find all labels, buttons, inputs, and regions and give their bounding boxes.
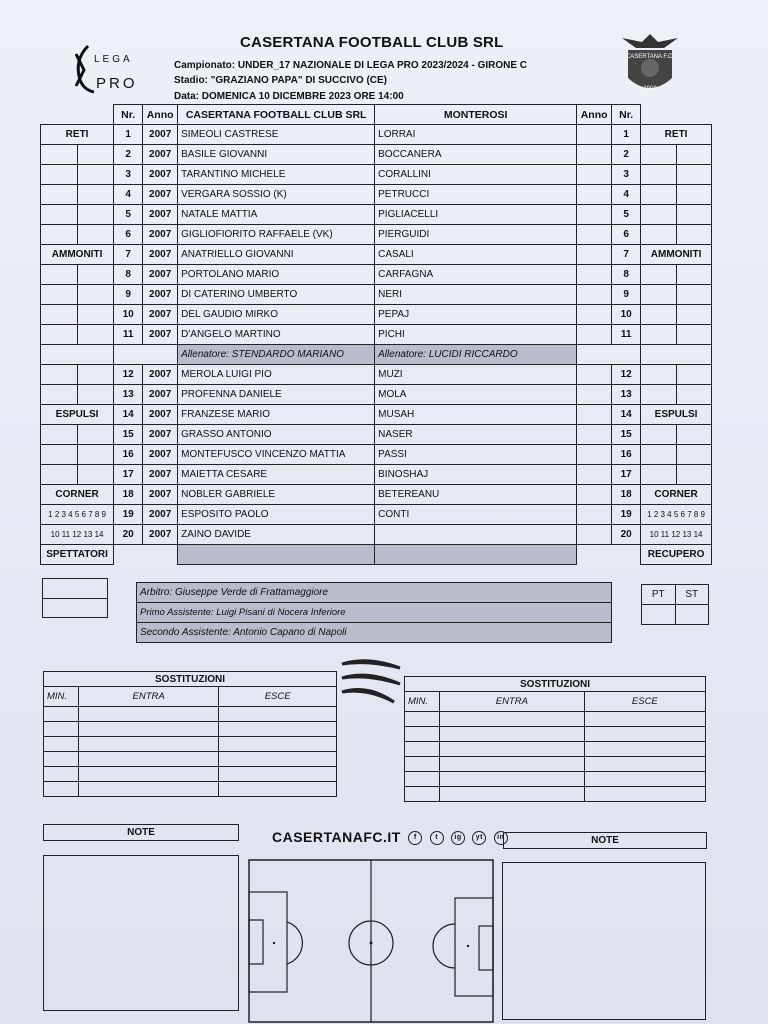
away-player-year	[577, 325, 612, 345]
col-anno-away: Anno	[577, 105, 612, 125]
away-player-number: 17	[612, 465, 641, 485]
away-player-number: 5	[612, 205, 641, 225]
reti-label-home: RETI	[41, 125, 114, 145]
table-row	[41, 505, 712, 525]
away-player: MUZI	[375, 365, 577, 385]
min-label-home: MIN.	[44, 687, 79, 707]
player-year: 2007	[143, 125, 178, 145]
player-number: 6	[114, 225, 143, 245]
st-label: ST	[675, 585, 709, 605]
stadio-line: Stadio: "GRAZIANO PAPA" DI SUCCIVO (CE)	[174, 75, 388, 86]
away-player-number: 6	[612, 225, 641, 245]
away-player: PASSI	[375, 445, 577, 465]
table-row	[41, 205, 712, 225]
away-player-year	[577, 225, 612, 245]
away-player-year	[577, 525, 612, 545]
player-number: 13	[114, 385, 143, 405]
instagram-icon: ig	[451, 831, 465, 845]
home-player: GRASSO ANTONIO	[178, 425, 375, 445]
coach-home: Allenatore: STENDARDO MARIANO	[178, 345, 375, 365]
player-number: 1	[114, 125, 143, 145]
lineup-table	[40, 104, 712, 565]
table-row	[41, 185, 712, 205]
home-player: D'ANGELO MARTINO	[178, 325, 375, 345]
table-row	[41, 305, 712, 325]
away-player-year	[577, 265, 612, 285]
player-number: 16	[114, 445, 143, 465]
away-player: BETEREANU	[375, 485, 577, 505]
home-player: ZAINO DAVIDE	[178, 525, 375, 545]
player-year: 2007	[143, 465, 178, 485]
corner-label-home: CORNER	[41, 485, 114, 505]
sostituzione-row	[405, 742, 706, 757]
player-year: 2007	[143, 225, 178, 245]
player-year: 2007	[143, 445, 178, 465]
table-row	[41, 145, 712, 165]
away-player-number: 3	[612, 165, 641, 185]
sostituzione-row	[405, 727, 706, 742]
home-player: PORTOLANO MARIO	[178, 265, 375, 285]
sostituzione-row	[44, 782, 337, 797]
away-player: PIERGUIDI	[375, 225, 577, 245]
sostituzione-row	[44, 707, 337, 722]
officials-table	[136, 582, 612, 643]
page-title: CASERTANA FOOTBALL CLUB SRL	[240, 34, 504, 51]
home-player: ANATRIELLO GIOVANNI	[178, 245, 375, 265]
away-player-year	[577, 125, 612, 145]
away-player: BOCCANERA	[375, 145, 577, 165]
claw-marks-icon	[338, 648, 404, 710]
away-player: CASALI	[375, 245, 577, 265]
esce-label-away: ESCE	[584, 692, 705, 712]
player-year: 2007	[143, 205, 178, 225]
away-player: CORALLINI	[375, 165, 577, 185]
away-player-year	[577, 165, 612, 185]
player-number: 8	[114, 265, 143, 285]
away-player-year	[577, 485, 612, 505]
esce-label-home: ESCE	[219, 687, 337, 707]
player-year: 2007	[143, 485, 178, 505]
col-nr: Nr.	[114, 105, 143, 125]
table-header-row	[41, 105, 712, 125]
table-row	[41, 425, 712, 445]
sostituzione-row	[405, 757, 706, 772]
ammoniti-label-home: AMMONITI	[41, 245, 114, 265]
min-label-away: MIN.	[405, 692, 440, 712]
away-player-year	[577, 385, 612, 405]
away-player: PETRUCCI	[375, 185, 577, 205]
player-year: 2007	[143, 385, 178, 405]
home-player: GIGLIOFIORITO RAFFAELE (VK)	[178, 225, 375, 245]
player-year: 2007	[143, 365, 178, 385]
away-player: NERI	[375, 285, 577, 305]
player-year: 2007	[143, 245, 178, 265]
player-number: 20	[114, 525, 143, 545]
campionato-line: Campionato: UNDER_17 NAZIONALE DI LEGA PRO 2023/2024 - GIRONE C	[174, 60, 528, 71]
player-year: 2007	[143, 265, 178, 285]
sostituzioni-title-home: SOSTITUZIONI	[44, 672, 337, 687]
away-player-number: 13	[612, 385, 641, 405]
away-player: PIGLIACELLI	[375, 205, 577, 225]
away-player-number: 10	[612, 305, 641, 325]
coach-row	[41, 345, 712, 365]
corner-counter-home-2: 10 11 12 13 14	[41, 525, 114, 545]
home-player: PROFENNA DANIELE	[178, 385, 375, 405]
player-number: 12	[114, 365, 143, 385]
away-player-year	[577, 465, 612, 485]
arbitro: Arbitro: Giuseppe Verde di Frattamaggiore	[137, 583, 612, 603]
linkedin-icon: in	[494, 831, 508, 845]
twitter-icon: t	[430, 831, 444, 845]
away-player-number: 19	[612, 505, 641, 525]
note-label-left: NOTE	[43, 824, 239, 841]
away-player-number: 11	[612, 325, 641, 345]
home-player: ESPOSITO PAOLO	[178, 505, 375, 525]
sostituzioni-away	[404, 676, 706, 802]
away-team-header: MONTEROSI	[375, 105, 577, 125]
away-player	[375, 525, 577, 545]
player-number: 18	[114, 485, 143, 505]
player-year: 2007	[143, 405, 178, 425]
away-player-year	[577, 285, 612, 305]
player-year: 2007	[143, 325, 178, 345]
player-number: 7	[114, 245, 143, 265]
entra-label-home: ENTRA	[79, 687, 219, 707]
player-year: 2007	[143, 425, 178, 445]
home-player: DEL GAUDIO MIRKO	[178, 305, 375, 325]
player-number: 11	[114, 325, 143, 345]
table-row	[41, 445, 712, 465]
corner-counter-away-2: 10 11 12 13 14	[641, 525, 712, 545]
away-player-number: 2	[612, 145, 641, 165]
ammoniti-label-away: AMMONITI	[641, 245, 712, 265]
table-row	[41, 225, 712, 245]
crest-text: CASERTANA F.C.	[625, 54, 675, 60]
away-player-number: 4	[612, 185, 641, 205]
away-player-number: 1	[612, 125, 641, 145]
sostituzione-row	[44, 737, 337, 752]
website-url: CASERTANAFC.IT	[272, 829, 401, 845]
player-year: 2007	[143, 145, 178, 165]
home-player: MEROLA LUIGI PIO	[178, 365, 375, 385]
table-row	[41, 385, 712, 405]
away-player-number: 18	[612, 485, 641, 505]
coach-away: Allenatore: LUCIDI RICCARDO	[375, 345, 577, 365]
player-year: 2007	[143, 285, 178, 305]
home-player: TARANTINO MICHELE	[178, 165, 375, 185]
player-year: 2007	[143, 185, 178, 205]
away-player-number: 9	[612, 285, 641, 305]
reti-label-away: RETI	[641, 125, 712, 145]
away-player-year	[577, 405, 612, 425]
away-player: MOLA	[375, 385, 577, 405]
pt-label: PT	[642, 585, 676, 605]
youtube-icon: yt	[472, 831, 486, 845]
player-year: 2007	[143, 305, 178, 325]
home-player: FRANZESE MARIO	[178, 405, 375, 425]
lega-pro-logo-icon	[70, 40, 138, 96]
website-text	[272, 829, 508, 845]
home-player: VERGARA SOSSIO (K)	[178, 185, 375, 205]
note-label-right: NOTE	[503, 832, 707, 849]
away-player-year	[577, 445, 612, 465]
away-player-year	[577, 145, 612, 165]
away-player-year	[577, 185, 612, 205]
away-player-number: 15	[612, 425, 641, 445]
player-year: 2007	[143, 525, 178, 545]
table-row	[41, 125, 712, 145]
away-player-year	[577, 205, 612, 225]
player-number: 5	[114, 205, 143, 225]
recupero-label: RECUPERO	[641, 545, 712, 565]
spettatori-row	[41, 545, 712, 565]
spettatori-label: SPETTATORI	[41, 545, 114, 565]
home-player: BASILE GIOVANNI	[178, 145, 375, 165]
entra-label-away: ENTRA	[440, 692, 585, 712]
corner-counter-away-1: 1 2 3 4 5 6 7 8 9	[641, 505, 712, 525]
table-row	[41, 165, 712, 185]
away-player: PICHI	[375, 325, 577, 345]
table-row	[41, 405, 712, 425]
home-player: MONTEFUSCO VINCENZO MATTIA	[178, 445, 375, 465]
away-player-number: 7	[612, 245, 641, 265]
secondo-assistente: Secondo Assistente: Antonio Capano di Napoli	[137, 623, 612, 643]
player-number: 9	[114, 285, 143, 305]
table-row	[41, 265, 712, 285]
player-number: 15	[114, 425, 143, 445]
col-anno: Anno	[143, 105, 178, 125]
sostituzione-row	[405, 772, 706, 787]
away-player: CONTI	[375, 505, 577, 525]
away-player-number: 16	[612, 445, 641, 465]
primo-assistente: Primo Assistente: Luigi Pisani di Nocera Inferiore	[137, 603, 612, 623]
player-number: 4	[114, 185, 143, 205]
player-year: 2007	[143, 165, 178, 185]
pro-text: PRO	[96, 75, 138, 92]
home-player: DI CATERINO UMBERTO	[178, 285, 375, 305]
away-player: CARFAGNA	[375, 265, 577, 285]
away-player-number: 20	[612, 525, 641, 545]
recupero-table	[641, 584, 709, 625]
away-player: MUSAH	[375, 405, 577, 425]
corner-label-away: CORNER	[641, 485, 712, 505]
corner-counter-home-1: 1 2 3 4 5 6 7 8 9	[41, 505, 114, 525]
away-player-year	[577, 425, 612, 445]
casertana-crest-icon	[618, 28, 682, 100]
table-row	[41, 485, 712, 505]
note-box-left	[43, 855, 239, 1011]
away-player: BINOSHAJ	[375, 465, 577, 485]
table-row	[41, 285, 712, 305]
player-year: 2007	[143, 505, 178, 525]
player-number: 14	[114, 405, 143, 425]
table-row	[41, 365, 712, 385]
crest-year: 1908	[643, 86, 657, 92]
away-player-year	[577, 505, 612, 525]
away-player-number: 8	[612, 265, 641, 285]
away-player: PEPAJ	[375, 305, 577, 325]
player-number: 2	[114, 145, 143, 165]
sostituzione-row	[44, 767, 337, 782]
away-player: NASER	[375, 425, 577, 445]
player-number: 19	[114, 505, 143, 525]
espulsi-label-home: ESPULSI	[41, 405, 114, 425]
sostituzione-row	[44, 722, 337, 737]
home-player: MAIETTA CESARE	[178, 465, 375, 485]
away-player-year	[577, 245, 612, 265]
away-player-year	[577, 305, 612, 325]
sostituzioni-title-away: SOSTITUZIONI	[405, 677, 706, 692]
sostituzioni-home	[43, 671, 337, 797]
note-box-right	[502, 862, 706, 1020]
away-player: LORRAI	[375, 125, 577, 145]
sostituzione-row	[405, 787, 706, 802]
spettatori-box	[42, 578, 108, 618]
away-player-number: 14	[612, 405, 641, 425]
player-number: 10	[114, 305, 143, 325]
table-row	[41, 525, 712, 545]
player-number: 3	[114, 165, 143, 185]
home-player: SIMEOLI CASTRESE	[178, 125, 375, 145]
sostituzione-row	[44, 752, 337, 767]
football-pitch-icon	[248, 858, 494, 1024]
away-player-year	[577, 365, 612, 385]
espulsi-label-away: ESPULSI	[641, 405, 712, 425]
away-player-number: 12	[612, 365, 641, 385]
facebook-icon: f	[408, 831, 422, 845]
table-row	[41, 325, 712, 345]
home-player: NOBLER GABRIELE	[178, 485, 375, 505]
col-nr-away: Nr.	[612, 105, 641, 125]
sostituzione-row	[405, 712, 706, 727]
player-number: 17	[114, 465, 143, 485]
home-player: NATALE MATTIA	[178, 205, 375, 225]
lega-text: LEGA	[94, 54, 133, 65]
table-row	[41, 245, 712, 265]
data-line: Data: DOMENICA 10 DICEMBRE 2023 ORE 14:00	[174, 91, 404, 102]
table-row	[41, 465, 712, 485]
home-team-header: CASERTANA FOOTBALL CLUB SRL	[178, 105, 375, 125]
